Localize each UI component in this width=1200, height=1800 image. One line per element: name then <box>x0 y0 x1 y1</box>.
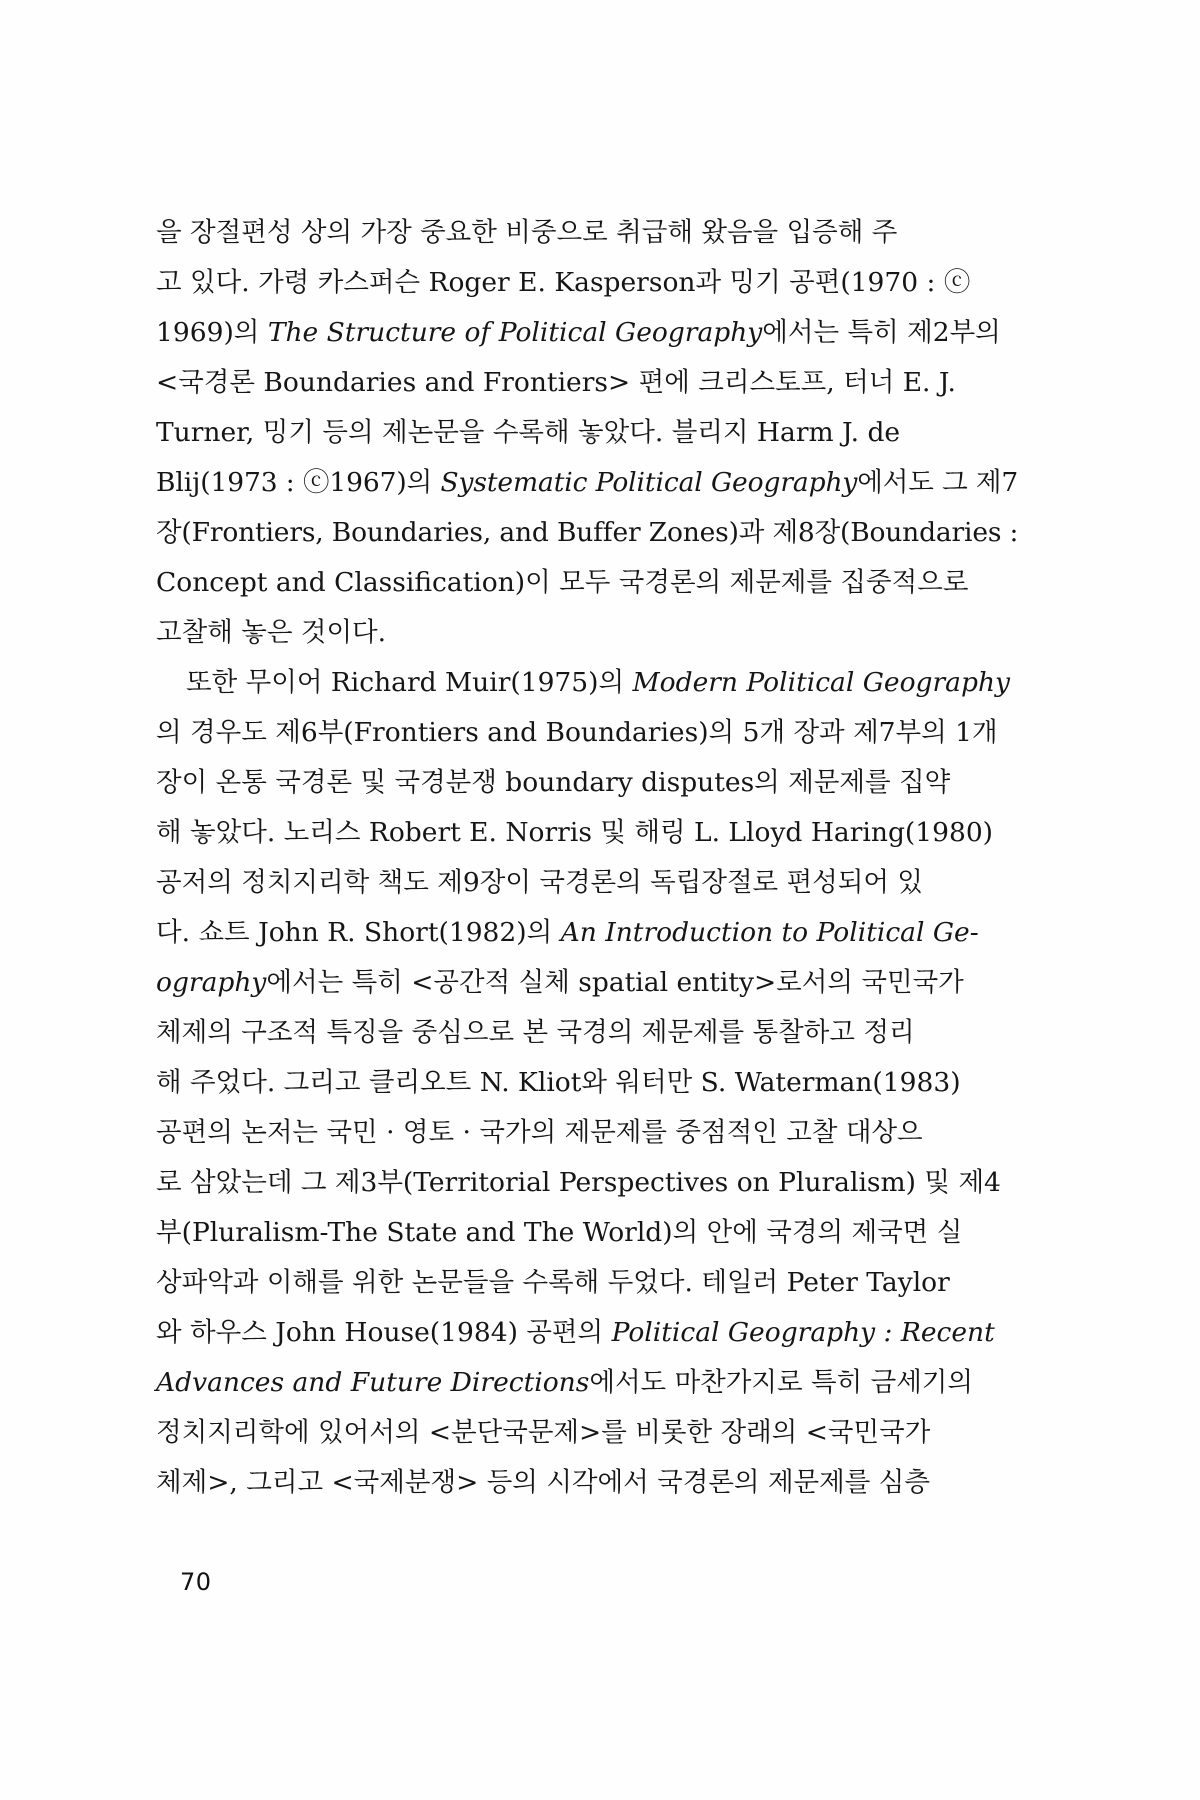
italic-title-segment: Political Geography : Recent <box>611 1317 995 1348</box>
text-segment: 에서는 특히 제2부의 <box>762 317 1001 348</box>
text-segment: 1969)의 <box>156 317 268 348</box>
text-line <box>156 558 1018 608</box>
italic-title-segment: Modern Political Geography <box>632 667 1010 698</box>
text-line <box>156 208 1018 258</box>
text-segment: 다. 쇼트 John R. Short(1982)의 <box>156 917 561 948</box>
text-segment: 와 하우스 John House(1984) 공편의 <box>156 1317 612 1348</box>
text-line <box>156 858 1018 908</box>
text-segment: <국경론 Boundaries and Frontiers> 편에 크리스토프, 터너 E. J. <box>156 367 956 398</box>
text-line <box>156 1008 1018 1058</box>
italic-title-segment: Advances and Future Directions <box>156 1367 590 1398</box>
body-text <box>156 208 1018 1508</box>
text-line <box>156 958 1018 1008</box>
italic-title-segment: Systematic Political Geography <box>440 467 858 498</box>
text-line <box>156 708 1018 758</box>
text-segment: Concept and Classification)이 모두 국경론의 제문제를 집중적으로 <box>156 567 969 598</box>
text-line <box>156 758 1018 808</box>
text-line <box>156 1208 1018 1258</box>
text-segment: 고찰해 놓은 것이다. <box>156 617 387 648</box>
text-segment: 로 삼았는데 그 제3부(Territorial Perspectives on Pluralism) 및 제4 <box>156 1167 1001 1198</box>
text-segment: 고 있다. 가령 카스퍼슨 Roger E. Kasperson과 밍기 공편(1970 : ⓒ <box>156 267 971 298</box>
text-line <box>156 1058 1018 1108</box>
text-line <box>156 908 1018 958</box>
text-line <box>156 658 1018 708</box>
italic-title-segment: The Structure of Political Geography <box>267 317 763 348</box>
text-segment: 의 경우도 제6부(Frontiers and Boundaries)의 5개 장과 제7부의 1개 <box>156 717 998 748</box>
text-line <box>156 358 1018 408</box>
text-segment: 공편의 논저는 국민 · 영토 · 국가의 제문제를 중점적인 고찰 대상으 <box>156 1117 923 1148</box>
text-segment: 상파악과 이해를 위한 논문들을 수록해 두었다. 테일러 Peter Taylor <box>156 1267 950 1298</box>
text-segment: 체제>, 그리고 <국제분쟁> 등의 시각에서 국경론의 제문제를 심층 <box>156 1467 930 1498</box>
text-segment: 해 주었다. 그리고 클리오트 N. Kliot와 워터만 S. Waterman(1983) <box>156 1067 961 1098</box>
text-line <box>156 258 1018 308</box>
text-segment: 부(Pluralism-The State and The World)의 안에 국경의 제국면 실 <box>156 1217 963 1248</box>
text-line <box>156 308 1018 358</box>
text-segment: 에서도 그 제7 <box>857 467 1019 498</box>
text-line <box>156 1258 1018 1308</box>
text-line <box>156 1458 1018 1508</box>
text-line <box>156 1358 1018 1408</box>
text-segment: Blij(1973 : ⓒ1967)의 <box>156 467 441 498</box>
text-line <box>156 608 1018 658</box>
text-segment: 정치지리학에 있어서의 <분단국문제>를 비롯한 장래의 <국민국가 <box>156 1417 931 1448</box>
text-segment: Turner, 밍기 등의 제논문을 수록해 놓았다. 블리지 Harm J. de <box>156 417 901 448</box>
text-segment: 체제의 구조적 특징을 중심으로 본 국경의 제문제를 통찰하고 정리 <box>156 1017 915 1048</box>
text-segment: 또한 무이어 Richard Muir(1975)의 <box>186 667 633 698</box>
italic-title-segment: An Introduction to Political Ge- <box>560 917 979 948</box>
text-segment: 에서는 특히 <공간적 실체 spatial entity>로서의 국민국가 <box>266 967 964 998</box>
text-line <box>156 1108 1018 1158</box>
text-line <box>156 1158 1018 1208</box>
italic-title-segment: ography <box>156 967 267 998</box>
text-line <box>156 508 1018 558</box>
text-segment: 장(Frontiers, Boundaries, and Buffer Zones)과 제8장(Boundaries : <box>156 517 1019 548</box>
text-segment: 에서도 마찬가지로 특히 금세기의 <box>589 1367 974 1398</box>
text-segment: 공저의 정치지리학 책도 제9장이 국경론의 독립장절로 편성되어 있 <box>156 867 923 898</box>
page-number: 70 <box>180 1568 212 1596</box>
text-segment: 을 장절편성 상의 가장 중요한 비중으로 취급해 왔음을 입증해 주 <box>156 217 898 248</box>
text-segment: 장이 온통 국경론 및 국경분쟁 boundary disputes의 제문제를 집약 <box>156 767 951 798</box>
text-line <box>156 408 1018 458</box>
text-segment: 해 놓았다. 노리스 Robert E. Norris 및 해링 L. Lloyd Haring(1980) <box>156 817 994 848</box>
text-line <box>156 1408 1018 1458</box>
text-line <box>156 458 1018 508</box>
text-line <box>156 1308 1018 1358</box>
text-line <box>156 808 1018 858</box>
